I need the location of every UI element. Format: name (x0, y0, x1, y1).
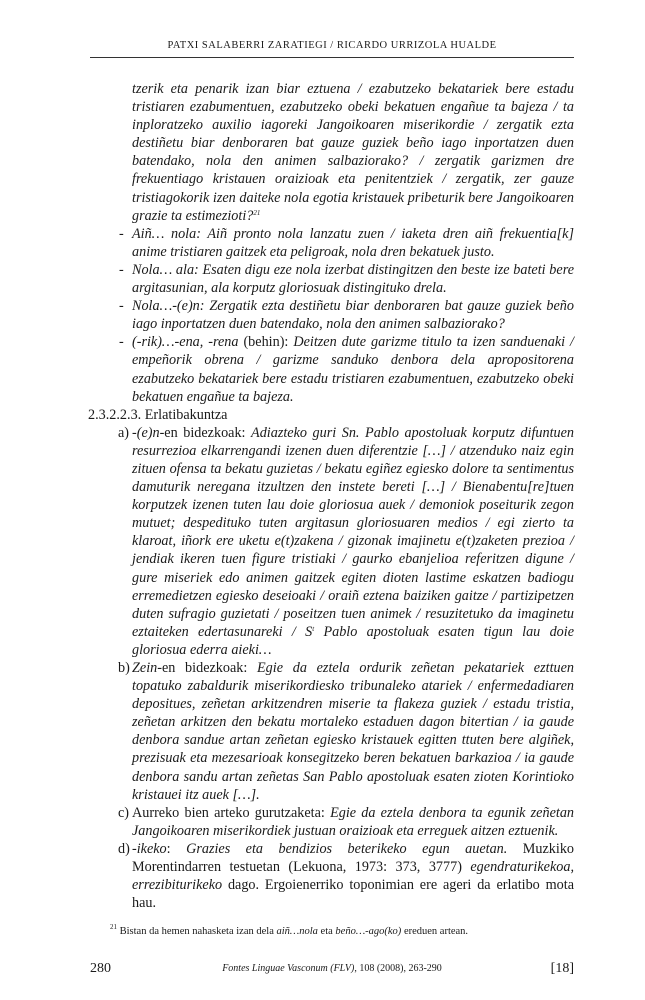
item-tail: Pablo apostoluak esaten tigun lau doie gloriosua ederra aieki… (132, 623, 574, 658)
item-text: Egie da eztela ordurik zeñetan pekatariek ezttuen topatuko zabaldurik miserikordiesko tribunaleko atariek / enfermedadiaren depositues, zeñetan arkitzendren miserie ta flakeza guziek / estadu tristia, zeñetan arkitzen den bekatu mortaleko estaduen dagon bitertian / ia gaude denbora sandue artan zeñetan egiesko kristauek egitten ttuten bere algiñek, prezisuak eta mezesarioak konsegitzeko beren bekatuen barkazioa / ia gaude denbora sandu artan zeñetas San Pablo apostoluak esaten zioten Korintioko kristauei itz auek […]. (132, 660, 574, 803)
item-text-end: dago. Ergoienerriko toponimian ere ageri da erlatibo mota hau. (132, 877, 574, 912)
page-body (88, 80, 575, 912)
item-lead: Zein (132, 660, 158, 676)
footnote-ref: 21 (253, 208, 261, 217)
dash-marker: - (119, 225, 124, 242)
item-text: Adiazteko guri Sn. Pablo apostoluak korputz difuntuen resurrezioa elkarrengandi izenen duen diferentzie […] / atzenduko naiz egin zituen ofensa ta bekatu guzietas / bekatu egiñez egiesko dolore ta sentimentus damuturik neregana itzultzen den instete bereti […] / Bienabentu[re]tuen korputzek izenen tuten lau doie gloriosua auek / demoniok poseiturik zegon mutuet; despedituko tuten argitasun gloriosuaren medios / egi zierto ta klaroat, iñork ere uketu e(t)zakena / gizonak imajinetu e(t)zaketen prezioa / jendiak ikeren tuen figure tristiaki / gaurko ebanjelioa referitzen digune / gure miseriek edo animen gaitzek egiten dioten lastime eskatzen badiogu erremedietzen egiesko deseioaki / oraiñ eztena baiziken gaitze / partizipetzen duten sufragio guzietati / poseitzen tuen animek / resuzitetuko da imaginetu eztaiteken edertasunareki / S (132, 424, 575, 640)
footnote (110, 925, 574, 938)
item-text: Muzkiko Morentindarren testuetan (Lekuona, 1973: 373, 3777) (132, 840, 575, 876)
dash-item (110, 297, 574, 333)
item-sup: t (312, 624, 315, 633)
dash-item (110, 333, 574, 405)
running-header: PATXI SALABERRI ZARATIEGI / RICARDO URRIZOLA HUALDE (167, 40, 497, 51)
journal-title: Fontes Linguae Vasconum (FLV) (222, 963, 355, 974)
page-footer (90, 961, 574, 977)
item-forms: egendraturikekoa, errezibiturikeko (132, 859, 574, 894)
journal-citation (90, 963, 574, 974)
dash-item-text: Nola…-(e)n: Zergatik ezta destiñetu biar denboraren bat gauze guziek beño iago inportatzen duen batendako, nola den animen salbaziorako? (132, 298, 574, 333)
quote-text: tzerik eta penarik izan biar eztuena / ezabutzeko bekatariek bere estadu tristiaren ezabumentuen, ezabutzeko obeki bekatuen engañue ta bajeza / ta inploratzeko auxilio iagoreki Jangoikoaren miserikordie / zergatik ezta destiñetu biar denboraren bat gauze guziek beño iago inportatzen duen batendako, nola den animen salbaziorako? / zergatik garizmen dre frekuentiago kristauen oraizioak eta penitentziek / zergatik, zer gauze tristiagokorik izen daiteke nola egotia kristauek pribeturik bere Jangoikoaren grazie ta estimezioti? (132, 81, 574, 224)
dash-item (110, 261, 574, 297)
dash-marker: - (119, 334, 124, 351)
item-lead-plain: -en bidezkoak: (159, 424, 252, 441)
item-lead: -(e)n (132, 424, 160, 441)
dash-item (110, 225, 574, 261)
item-lead-plain: -en bidezkoak: (157, 660, 258, 676)
section-heading: 2.3.2.2.3. Erlatibakuntza (88, 406, 228, 423)
bracketed-page: [18] (550, 961, 574, 976)
list-item-d (110, 840, 574, 912)
item-lead: -ikeko (132, 840, 167, 857)
list-item-a (110, 424, 574, 659)
footnote-text: eta (317, 926, 336, 937)
footnote-text: Bistan da hemen nahasketa izan dela (117, 926, 277, 937)
dash-item-text: Aiñ… nola: Aiñ pronto nola lanzatu zuen / iaketa dren aiñ frekuentia[k] anime tristiaren gaitzek eta peligroak, nola dren bekatuek justo. (132, 225, 574, 260)
footnote-number: 21 (110, 923, 117, 931)
list-item-c (110, 804, 574, 840)
item-text: Egie da eztela denbora ta egunik zeñetan Jangoikoaren miserikordiek justuan oraizioak eta erreguek aitzen eztuenik. (132, 804, 575, 839)
footnote-term: beño…-ago(ko) (335, 926, 402, 937)
item-marker: c) (118, 804, 130, 821)
item-lead-plain: : (166, 840, 187, 857)
item-marker: d) (118, 840, 130, 857)
dash-item-text: Nola… ala: Esaten digu eze nola izerbat distingitzen den beste ize bateti bere argitasunian, ala korputz gloriosuak distingituko drela. (132, 261, 574, 297)
list-item-b (110, 659, 574, 804)
dash-marker: - (119, 298, 124, 315)
item-marker: b) (118, 660, 130, 676)
quote-paragraph (110, 80, 574, 225)
dash-item-text: Deitzen dute garizme titulo ta izen sanduenaki / empeñorik obrena / garizme sanduko denbora dela apropositorena ezabutzeko bekatariek bere estadu tristiaren ezabumentuen, ezabutzeko obeki bekatuen engañue ta bajeza. (132, 334, 574, 405)
dash-marker: - (119, 261, 124, 278)
item-example: Grazies eta bendizios beterikeko egun auetan. (186, 840, 508, 857)
footnote-term: aiñ…nola (276, 926, 318, 937)
item-lead-plain: Aurreko bien arteko gurutzaketa: (132, 804, 331, 821)
journal-issue: , 108 (2008), 263-290 (354, 963, 442, 974)
header-rule (90, 57, 574, 58)
page-number: 280 (90, 961, 111, 976)
item-marker: a) (118, 424, 130, 441)
footnote-text: ereduen artean. (401, 926, 469, 937)
dash-item-lead-plain: (behin): (238, 334, 294, 351)
dash-item-lead: (-rik)…-ena, -rena (132, 334, 239, 351)
